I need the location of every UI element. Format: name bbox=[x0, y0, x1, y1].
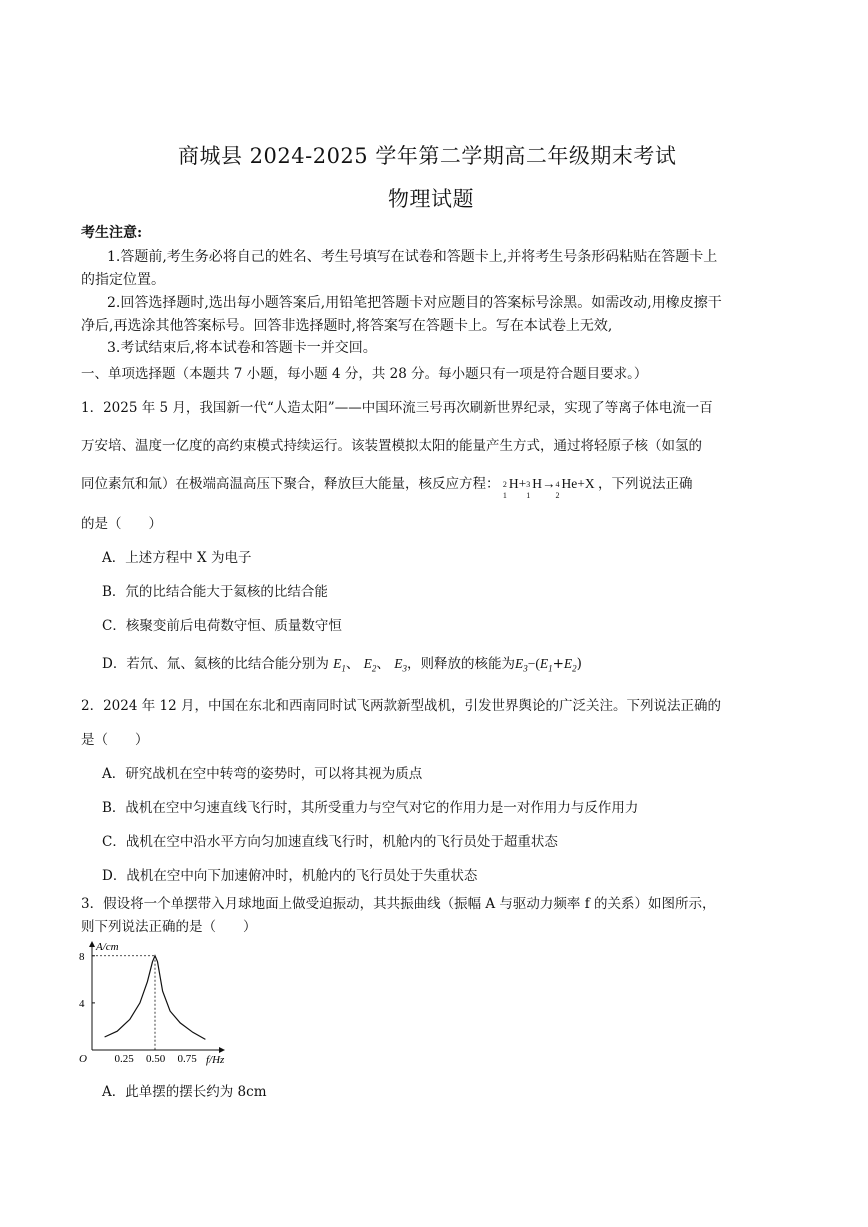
notice-heading: 考生注意: bbox=[81, 225, 143, 241]
exam-title: 商城县 2024-2025 学年第二学期高二年级期末考试 bbox=[178, 144, 677, 168]
q1-line-3-text: 同位素氘和氚）在极端高温高压下聚合，释放巨大能量，核反应方程： bbox=[81, 476, 500, 492]
q1-line-2: 万安培、温度一亿度的高约束模式持续运行。该装置模拟太阳的能量产生方式，通过将轻原子核（如氢的 bbox=[81, 438, 702, 454]
q3-line-1: 3．假设将一个单摆带入月球地面上做受迫振动，其共振曲线（振幅 A 与驱动力频率 f 的关系）如图所示， bbox=[81, 896, 716, 912]
q1-option-c: C．核聚变前后电荷数守恒、质量数守恒 bbox=[102, 618, 342, 634]
q3-option-a: A．此单摆的摆长约为 8cm bbox=[102, 1084, 267, 1100]
origin-label: O bbox=[79, 1053, 87, 1065]
x-tick-label: 0.75 bbox=[177, 1053, 197, 1065]
notice-item-2-line-1: 2.回答选择题时,选出每小题答案后,用铅笔把答题卡对应题目的答案标号涂黑。如需改动,用橡皮擦干 bbox=[107, 295, 722, 311]
y-tick-label: 4 bbox=[79, 997, 85, 1010]
notice-item-1-line-2: 的指定位置。 bbox=[81, 272, 165, 288]
nuclear-equation: 2 1 H+ 3 1 H→ 4 2 He+X bbox=[502, 476, 595, 500]
q1-line-3-end: ，下列说法正确 bbox=[598, 476, 693, 492]
notice-item-2-line-2: 净后,再选涂其他答案标号。回答非选择题时,将答案写在答题卡上。写在本试卷上无效, bbox=[81, 318, 613, 334]
q2-option-a: A．研究战机在空中转弯的姿势时，可以将其视为质点 bbox=[102, 766, 423, 782]
y-axis-label: A/cm bbox=[96, 941, 119, 953]
q3-line-2: 则下列说法正确的是（ ） bbox=[81, 919, 257, 935]
exam-subtitle: 物理试题 bbox=[388, 187, 474, 211]
q1-option-d: D．若氘、氚、氦核的比结合能分别为 $E_1$、 $E_2$、 $E_3$，则释放的核能为$E_3-(E_1+E_2)$ bbox=[102, 656, 582, 674]
y-tick-label: 8 bbox=[79, 950, 85, 963]
q2-option-b: B．战机在空中匀速直线飞行时，其所受重力与空气对它的作用力是一对作用力与反作用力 bbox=[102, 800, 639, 816]
x-axis-label: f/Hz bbox=[206, 1054, 225, 1066]
q2-option-d: D．战机在空中向下加速俯冲时，机舱内的飞行员处于失重状态 bbox=[102, 868, 478, 884]
q1-option-b: B．氘的比结合能大于氦核的比结合能 bbox=[102, 584, 328, 600]
q1-line-1: 1．2025 年 5 月，我国新一代“人造太阳”——中国环流三号再次刷新世界纪录，实现了等离子体电流一百 bbox=[81, 400, 713, 416]
resonance-chart bbox=[74, 936, 244, 1066]
q1-line-3 bbox=[81, 472, 693, 500]
q2-line-2: 是（ ） bbox=[81, 732, 149, 748]
notice-item-3: 3.考试结束后,将本试卷和答题卡一并交回。 bbox=[107, 340, 377, 356]
x-tick-label: 0.25 bbox=[114, 1053, 134, 1065]
section-1-heading: 一、单项选择题（本题共 7 小题，每小题 4 分，共 28 分。每小题只有一项是符合题目要求。） bbox=[81, 366, 648, 382]
q2-option-c: C．战机在空中沿水平方向匀加速直线飞行时，机舱内的飞行员处于超重状态 bbox=[102, 834, 558, 850]
notice-item-1-line-1: 1.答题前,考生务必将自己的姓名、考生号填写在试卷和答题卡上,并将考生号条形码粘贴在答题卡上 bbox=[107, 249, 718, 265]
x-tick-label: 0.50 bbox=[146, 1053, 166, 1065]
q2-line-1: 2．2024 年 12 月，中国在东北和西南同时试飞两款新型战机，引发世界舆论的广泛关注。下列说法正确的 bbox=[81, 698, 721, 714]
q1-line-4: 的是（ ） bbox=[81, 516, 162, 532]
q1-option-a: A．上述方程中 X 为电子 bbox=[102, 550, 252, 566]
